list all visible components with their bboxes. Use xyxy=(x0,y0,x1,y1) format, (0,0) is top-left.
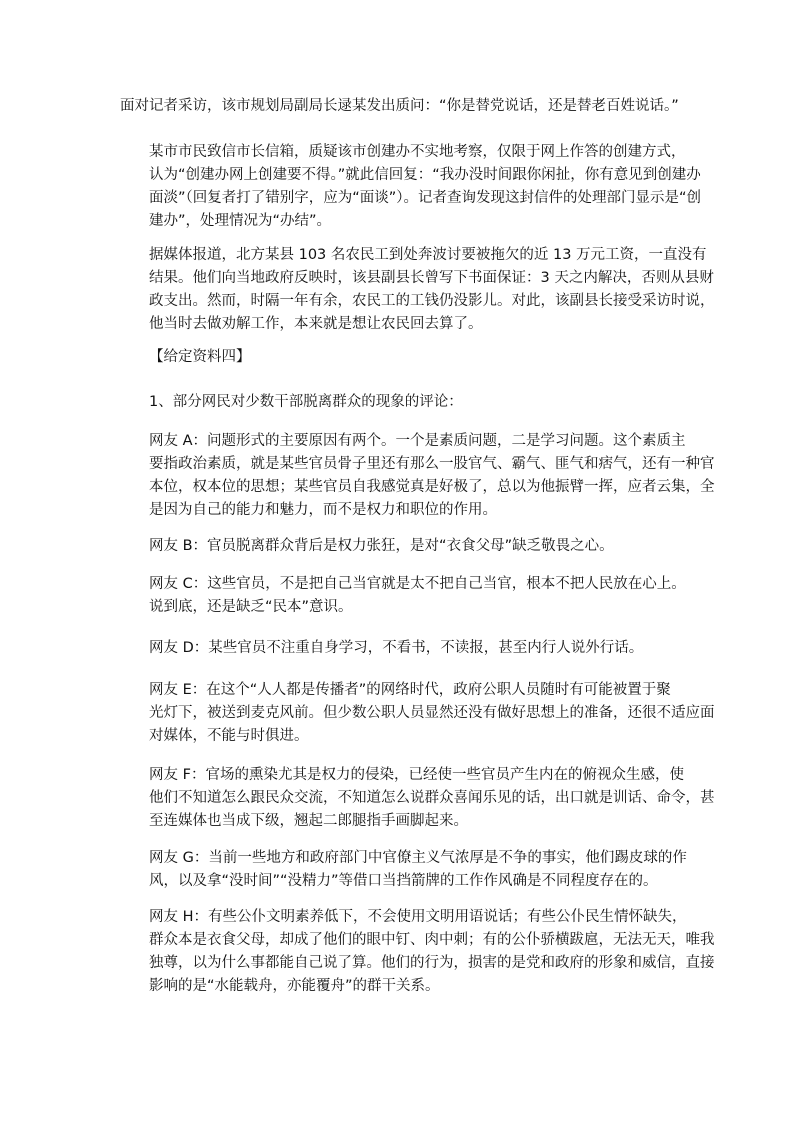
text-line: 网友 H：有些公仆文明素养低下，不会使用文明用语说话；有些公仆民生情怀缺失， xyxy=(149,909,687,925)
text-line: 网友 D：某些官员不注重自身学习，不看书，不读报，甚至内行人说外行话。 xyxy=(149,640,644,656)
text-line: 对媒体，不能与时俱进。 xyxy=(149,728,309,744)
paragraph-netizen-h xyxy=(120,906,715,998)
text-line: 【给定资料四】 xyxy=(149,349,251,365)
text-line: 结果。他们向当地政府反映时，该县副县长曾写下书面保证：3 天之内解决，否则从县财 xyxy=(149,270,714,286)
text-line: 至连媒体也当成下级，翘起二郎腿指手画脚起来。 xyxy=(149,813,468,829)
text-line: 独尊，以为什么事都能自己说了算。他们的行为，损害的是党和政府的形象和威信，直接 xyxy=(149,955,715,971)
text-line: 是因为自己的能力和魅力，而不是权力和职位的作用。 xyxy=(149,502,497,518)
text-line: 说到底，还是缺乏“民本”意识。 xyxy=(149,599,353,615)
text-line: 网友 G：当前一些地方和政府部门中官僚主义气浓厚是不争的事实，他们踢皮球的作 xyxy=(149,850,687,866)
text-line: 网友 F：官场的熏染尤其是权力的侵染，已经使一些官员产生内在的俯视众生感，使 xyxy=(149,767,684,783)
paragraph-migrant-workers xyxy=(120,244,715,336)
text-line: 据媒体报道，北方某县 103 名农民工到处奔波讨要被拖欠的近 13 万元工资，一直没有 xyxy=(149,247,707,263)
paragraph-netizen-a xyxy=(120,430,715,522)
paragraph-netizen-f xyxy=(120,764,715,833)
text-line: 某市市民致信市长信箱，质疑该市创建办不实地考察，仅限于网上作答的创建方式， xyxy=(149,144,686,160)
paragraph-netizen-d xyxy=(120,637,680,660)
text-line: 本位，权本位的思想；某些官员自我感觉真是好极了，总以为他振臂一挥，应者云集，全 xyxy=(149,479,715,495)
text-line: 政支出。然而，时隔一年有余，农民工的工钱仍没影儿。对此，该副县长接受采访时说， xyxy=(149,293,715,309)
text-line: 面对记者采访，该市规划局副局长逯某发出质问：“你是替党说话，还是替老百姓说话。” xyxy=(120,98,679,114)
text-line: 他们不知道怎么跟民众交流，不知道怎么说群众喜闻乐见的话，出口就是训话、命令，甚 xyxy=(149,790,715,806)
text-line: 风，以及拿“没时间”“没精力”等借口当挡箭牌的工作作风确是不同程度存在的。 xyxy=(149,873,658,889)
text-line: 1、部分网民对少数干部脱离群众的现象的评论： xyxy=(149,394,463,410)
text-line: 影响的是“水能载舟，亦能覆舟”的群干关系。 xyxy=(149,978,440,994)
text-line: 认为“创建办网上创建要不得。”就此信回复：“我办没时间跟你闲扯，你有意见到创建办 xyxy=(149,167,701,183)
section-heading-material-four xyxy=(120,346,680,369)
text-line: 网友 E：在这个“人人都是传播者”的网络时代，政府公职人员随时有可能被置于聚 xyxy=(149,682,671,698)
paragraph-netizen-b xyxy=(120,535,680,558)
paragraph-mayor-mailbox xyxy=(120,141,702,233)
text-line: 网友 B：官员脱离群众背后是权力张狂，是对“衣食父母”缺乏敬畏之心。 xyxy=(149,538,614,554)
text-line: 光灯下，被送到麦克风前。但少数公职人员显然还没有做好思想上的准备，还很不适应面 xyxy=(149,705,715,721)
text-line: 要指政治素质，就是某些官员骨子里还有那么一股官气、霸气、匪气和痞气，还有一种官 xyxy=(149,456,715,472)
paragraph-netizen-comments-intro xyxy=(120,391,680,414)
paragraph-netizen-c xyxy=(120,573,686,619)
text-line: 建办”，处理情况为“办结”。 xyxy=(149,213,332,229)
text-line: 他当时去做劝解工作，本来就是想让农民回去算了。 xyxy=(149,316,483,332)
text-line: 网友 A：问题形式的主要原因有两个。一个是素质问题，二是学习问题。这个素质主 xyxy=(149,433,686,449)
paragraph-netizen-g xyxy=(120,847,687,893)
text-line: 面淡”（回复者打了错别字，应为“面谈”）。记者查询发现这封信件的处理部门显示是“创 xyxy=(149,190,702,206)
paragraph-netizen-e xyxy=(120,679,715,748)
text-line: 网友 C：这些官员，不是把自己当官就是太不把自己当官，根本不把人民放在心上。 xyxy=(149,576,686,592)
text-line: 群众本是衣食父母，却成了他们的眼中钉、肉中刺；有的公仆骄横跋扈，无法无天，唯我 xyxy=(149,932,715,948)
paragraph-reporter-interview xyxy=(120,95,680,118)
